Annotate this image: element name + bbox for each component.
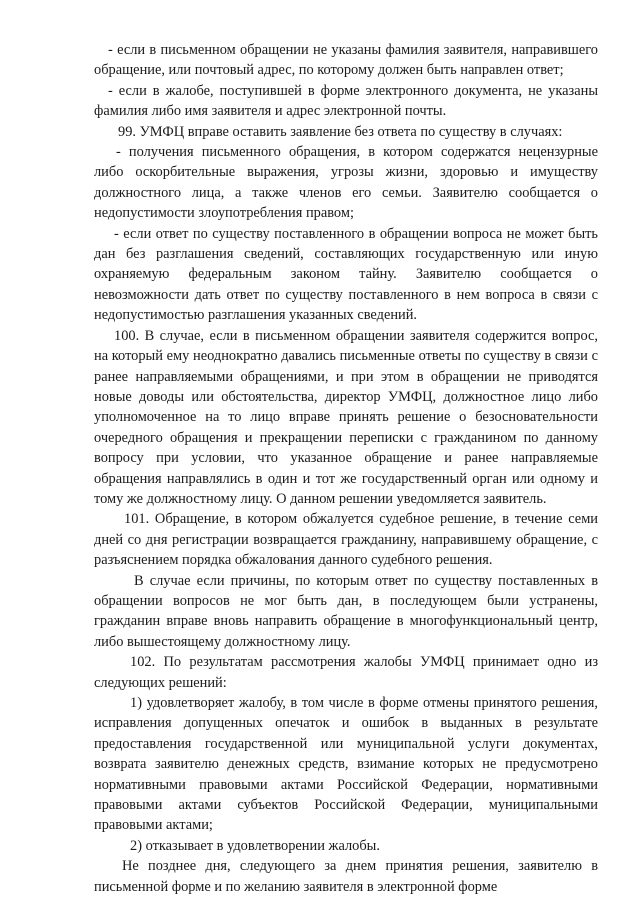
paragraph-reasons-eliminated: В случае если причины, по которым ответ по существу поставленных в обращении вопросов не мог быть дан, в последующем были устранены, гражданин вправе вновь направить обращение в многофункциональный центр, либо вышестоящему должностному лицу. [94,572,598,650]
document-body [94,40,598,897]
paragraph-decision-2: 2) отказывает в удовлетворении жалобы. [130,837,380,854]
paragraph-no-surname: - если в письменном обращении не указаны фамилия заявителя, направившего обращение, или почтовый адрес, по которому должен быть направлен ответ; [94,42,598,79]
paragraph-state-secret: - если ответ по существу поставленного в обращении вопроса не может быть дан без разглашения сведений, составляющих государственную или иную охраняемую федеральным законом тайну. Заявителю сообщается о невозможности дать ответ по существу поставленного в нем вопроса в связи с недопустимостью разглашения указанных сведений. [94,225,598,324]
paragraph-101: 101. Обращение, в котором обжалуется судебное решение, в течение семи дней со дня регистрации возвращается гражданину, направившему обращение, с разъяснением порядка обжалования данного судебного решения. [94,511,598,569]
paragraph-no-email: - если в жалобе, поступившей в форме электронного документа, не указаны фамилия либо имя заявителя и адрес электронной почты. [94,82,598,120]
paragraph-102: 102. По результатам рассмотрения жалобы УМФЦ принимает одно из следующих решений: [94,654,598,691]
paragraph-response-deadline: Не позднее дня, следующего за днем принятия решения, заявителю в письменной форме и по желанию заявителя в электронной форме [94,858,598,895]
paragraph-99: 99. УМФЦ вправе оставить заявление без ответа по существу в случаях: [118,123,563,140]
paragraph-decision-1: 1) удовлетворяет жалобу, в том числе в форме отмены принятого решения, исправления допущенных опечаток и ошибок в выданных в результате предоставления государственной или муниципальной услуги документах, возврата заявителю денежных средств, взимание которых не предусмотрено нормативными правовыми актами Российской Федерации, нормативными правовыми актами субъектов Российской Федерации, муниципальными правовыми актами; [94,695,598,834]
paragraph-100: 100. В случае, если в письменном обращении заявителя содержится вопрос, на который ему неоднократно давались письменные ответы по существу в связи с ранее направляемыми обращениями, и при этом в обращении не приводятся новые доводы или обстоятельства, директор УМФЦ, должностное лицо либо уполномоченное на то лицо вправе принять решение о безосновательности очередного обращения и прекращении переписки с гражданином по данному вопросу при условии, что указанное обращение и ранее направляемые обращения направлялись в один и тот же государственный орган или одному и тому же должностному лицу. О данном решении уведомляется заявитель. [94,327,598,507]
paragraph-obscene-language: - получения письменного обращения, в котором содержатся нецензурные либо оскорбительные выражения, угрозы жизни, здоровью и имуществу должностного лица, а также членов его семьи. Заявителю сообщается о недопустимости злоупотребления правом; [94,144,598,222]
